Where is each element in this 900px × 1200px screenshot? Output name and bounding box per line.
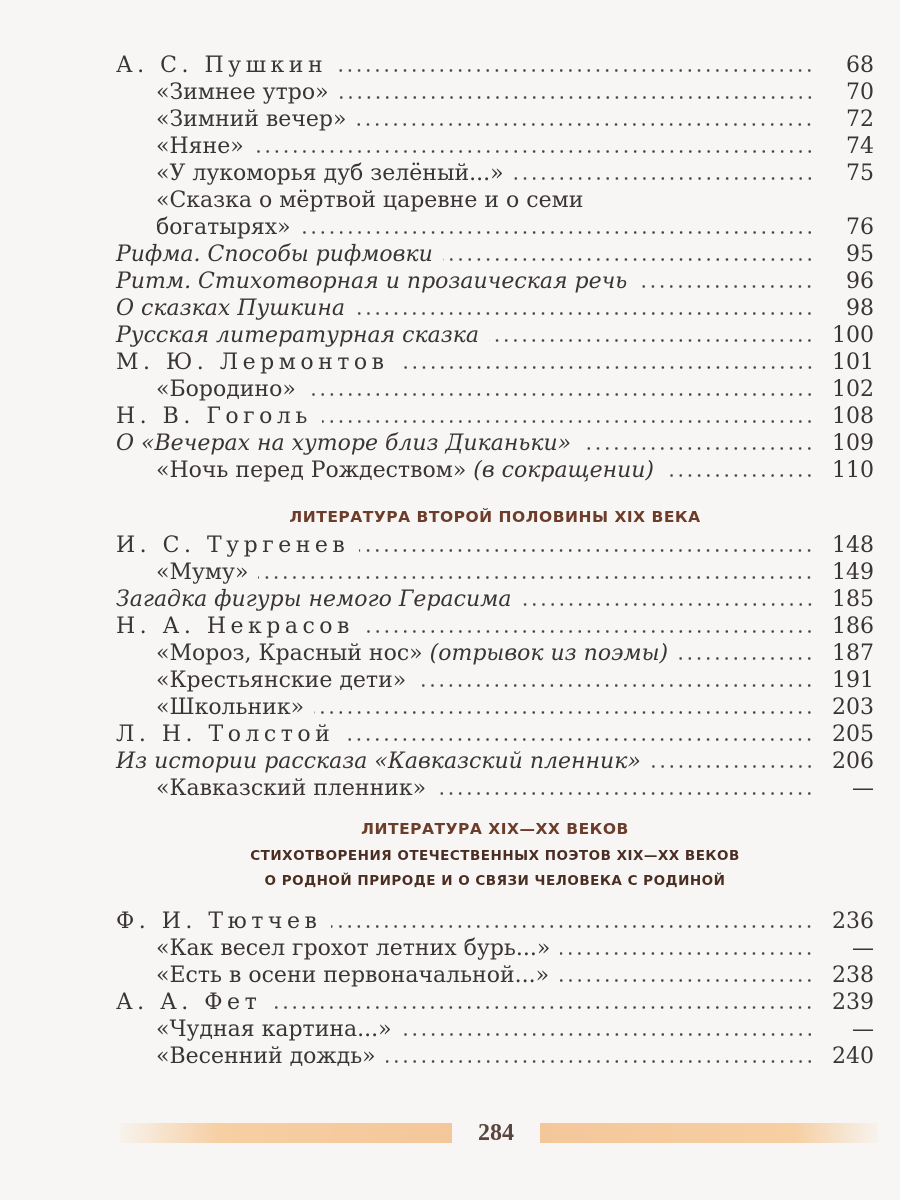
page-number: 284 [478, 1119, 514, 1146]
dot-leader [306, 393, 814, 396]
entry-title: Загадка фигуры немого Герасима [116, 587, 512, 612]
entry-title: Из истории рассказа «Кавказский пленник» [116, 749, 641, 774]
dot-leader [514, 177, 814, 180]
dot-leader [301, 231, 814, 234]
dot-leader [522, 603, 815, 606]
entry-page: 96 [846, 269, 874, 294]
entry-title: «Как весел грохот летних бурь...» [156, 936, 551, 961]
toc-entry-work[interactable] [116, 935, 874, 962]
dot-leader [560, 952, 814, 955]
entry-page: 100 [832, 323, 874, 348]
page-footer [120, 1120, 878, 1146]
toc-entry-work[interactable] [116, 1043, 874, 1070]
entry-title: богатырях» [156, 215, 291, 240]
entry-page: 240 [832, 1044, 874, 1069]
dot-leader [355, 312, 814, 315]
entry-page: 109 [832, 431, 874, 456]
entry-page: 205 [832, 722, 874, 747]
entry-title: «Весенний дождь» [156, 1044, 376, 1069]
dot-leader [489, 339, 814, 342]
entry-title: «Сказка о мёртвой царевне и о семи [156, 188, 584, 213]
entry-title: «Ночь перед Рождеством» [156, 458, 467, 483]
toc-entry-work[interactable] [116, 667, 874, 694]
entry-page: — [852, 936, 874, 961]
toc-entry-author[interactable] [116, 532, 874, 559]
section-subheading: О РОДНОЙ ПРИРОДЕ И О СВЯЗИ ЧЕЛОВЕКА С РОДИНОЙ [264, 873, 726, 889]
toc-entry-theory[interactable] [116, 586, 874, 613]
dot-leader [559, 979, 814, 982]
dot-leader [443, 258, 814, 261]
toc-entry-work[interactable] [116, 775, 874, 802]
entry-note: (отрывок из поэмы) [429, 641, 669, 666]
dot-leader [258, 576, 814, 579]
dot-leader [436, 792, 814, 795]
entry-page: 102 [832, 377, 874, 402]
spacer [116, 484, 874, 502]
dot-leader [322, 420, 814, 423]
entry-title: «Кавказский пленник» [156, 776, 427, 801]
entry-title: Н. В. Гоголь [116, 404, 312, 429]
table-of-contents [116, 52, 874, 1070]
toc-entry-author[interactable] [116, 403, 874, 430]
footer-bar-right [540, 1123, 878, 1143]
toc-entry-work[interactable] [116, 694, 874, 721]
dot-leader [344, 738, 814, 741]
entry-note: (в сокращении) [473, 458, 655, 483]
dot-leader [337, 69, 814, 72]
entry-title: Ритм. Стихотворная и прозаическая речь [116, 269, 628, 294]
entry-page: 238 [832, 963, 874, 988]
entry-title: «Школьник» [156, 695, 305, 720]
entry-title: «Бородино» [156, 377, 296, 402]
entry-page: 236 [832, 909, 874, 934]
entry-page: 187 [832, 641, 874, 666]
entry-page: 108 [832, 404, 874, 429]
toc-entry-theory[interactable] [116, 430, 874, 457]
toc-entry-author[interactable] [116, 989, 874, 1016]
entry-page: 75 [846, 161, 874, 186]
toc-entry-author[interactable] [116, 908, 874, 935]
entry-title: «Есть в осени первоначальной...» [156, 963, 550, 988]
dot-leader [339, 96, 814, 99]
entry-title: Ф. И. Тютчев [116, 909, 322, 934]
entry-title: «Няне» [156, 134, 244, 159]
toc-entry-work[interactable] [116, 376, 874, 403]
entry-page: 98 [846, 296, 874, 321]
toc-entry-work[interactable] [116, 640, 874, 667]
entry-page: 101 [832, 350, 874, 375]
footer-bar-left [120, 1123, 452, 1143]
section-heading: ЛИТЕРАТУРА ВТОРОЙ ПОЛОВИНЫ XIX ВЕКА [289, 508, 701, 526]
dot-leader [314, 711, 814, 714]
entry-page: 191 [832, 668, 874, 693]
dot-leader [254, 150, 814, 153]
section-heading: ЛИТЕРАТУРА XIX—XX ВЕКОВ [361, 820, 629, 838]
dot-leader [331, 925, 814, 928]
entry-title: «Зимний вечер» [156, 107, 347, 132]
toc-entry-work[interactable] [116, 79, 874, 106]
dot-leader [386, 1060, 814, 1063]
entry-page: 76 [846, 215, 874, 240]
entry-page: 203 [832, 695, 874, 720]
toc-entry-work[interactable] [116, 457, 874, 484]
entry-title-wrap [156, 457, 664, 484]
section-subheading: СТИХОТВОРЕНИЯ ОТЕЧЕСТВЕННЫХ ПОЭТОВ XIX—XX ВЕКОВ [250, 848, 740, 864]
entry-title: О сказках Пушкина [116, 296, 345, 321]
entry-title: «Крестьянские дети» [156, 668, 407, 693]
dot-leader [356, 123, 814, 126]
dot-leader [637, 285, 814, 288]
toc-entry-theory[interactable] [116, 295, 874, 322]
entry-title: А. А. Фет [116, 990, 262, 1015]
toc-entry-work[interactable] [116, 133, 874, 160]
toc-entry-work-line1[interactable] [116, 187, 874, 214]
toc-entry-work[interactable] [116, 106, 874, 133]
entry-title: Рифма. Способы рифмовки [116, 242, 433, 267]
toc-entry-theory[interactable] [116, 322, 874, 349]
dot-leader [651, 765, 814, 768]
entry-title: «У лукоморья дуб зелёный...» [156, 161, 504, 186]
entry-title: «Муму» [156, 560, 249, 585]
dot-leader [581, 447, 814, 450]
dot-leader [359, 549, 814, 552]
toc-entry-author[interactable] [116, 52, 874, 79]
entry-page: 148 [832, 533, 874, 558]
entry-page: 95 [846, 242, 874, 267]
entry-title: Русская литературная сказка [116, 323, 479, 348]
dot-leader [402, 1033, 814, 1036]
entry-page: 149 [832, 560, 874, 585]
entry-title-wrap [156, 640, 678, 667]
toc-entry-author[interactable] [116, 613, 874, 640]
dot-leader [364, 630, 814, 633]
toc-entry-work-line2[interactable] [116, 214, 874, 241]
entry-title: Н. А. Некрасов [116, 614, 354, 639]
entry-page: 72 [846, 107, 874, 132]
entry-page: 206 [832, 749, 874, 774]
dot-leader [271, 1006, 814, 1009]
toc-entry-theory[interactable] [116, 241, 874, 268]
entry-page: — [852, 1017, 874, 1042]
toc-entry-author[interactable] [116, 721, 874, 748]
entry-title: М. Ю. Лермонтов [116, 350, 389, 375]
entry-title: «Зимнее утро» [156, 80, 329, 105]
entry-title: О «Вечерах на хуторе близ Диканьки» [116, 431, 572, 456]
dot-leader [416, 684, 814, 687]
entry-page: 239 [832, 990, 874, 1015]
spacer [116, 802, 874, 814]
entry-page: — [852, 776, 874, 801]
toc-entry-work[interactable] [116, 962, 874, 989]
entry-page: 68 [846, 53, 874, 78]
entry-page: 70 [846, 80, 874, 105]
entry-title: «Мороз, Красный нос» [156, 641, 423, 666]
dot-leader [664, 474, 814, 477]
dot-leader [399, 366, 814, 369]
toc-entry-author[interactable] [116, 349, 874, 376]
entry-page: 74 [846, 134, 874, 159]
entry-title: «Чудная картина...» [156, 1017, 392, 1042]
entry-page: 185 [832, 587, 874, 612]
entry-title: Л. Н. Толстой [116, 722, 335, 747]
toc-entry-theory[interactable] [116, 268, 874, 295]
toc-entry-theory[interactable] [116, 748, 874, 775]
entry-page: 186 [832, 614, 874, 639]
entry-title: И. С. Тургенев [116, 533, 350, 558]
spacer [116, 894, 874, 908]
entry-page: 110 [832, 458, 874, 483]
dot-leader [678, 657, 814, 660]
toc-entry-work[interactable] [116, 1016, 874, 1043]
toc-entry-work[interactable] [116, 160, 874, 187]
entry-title: А. С. Пушкин [116, 53, 328, 78]
toc-entry-work[interactable] [116, 559, 874, 586]
